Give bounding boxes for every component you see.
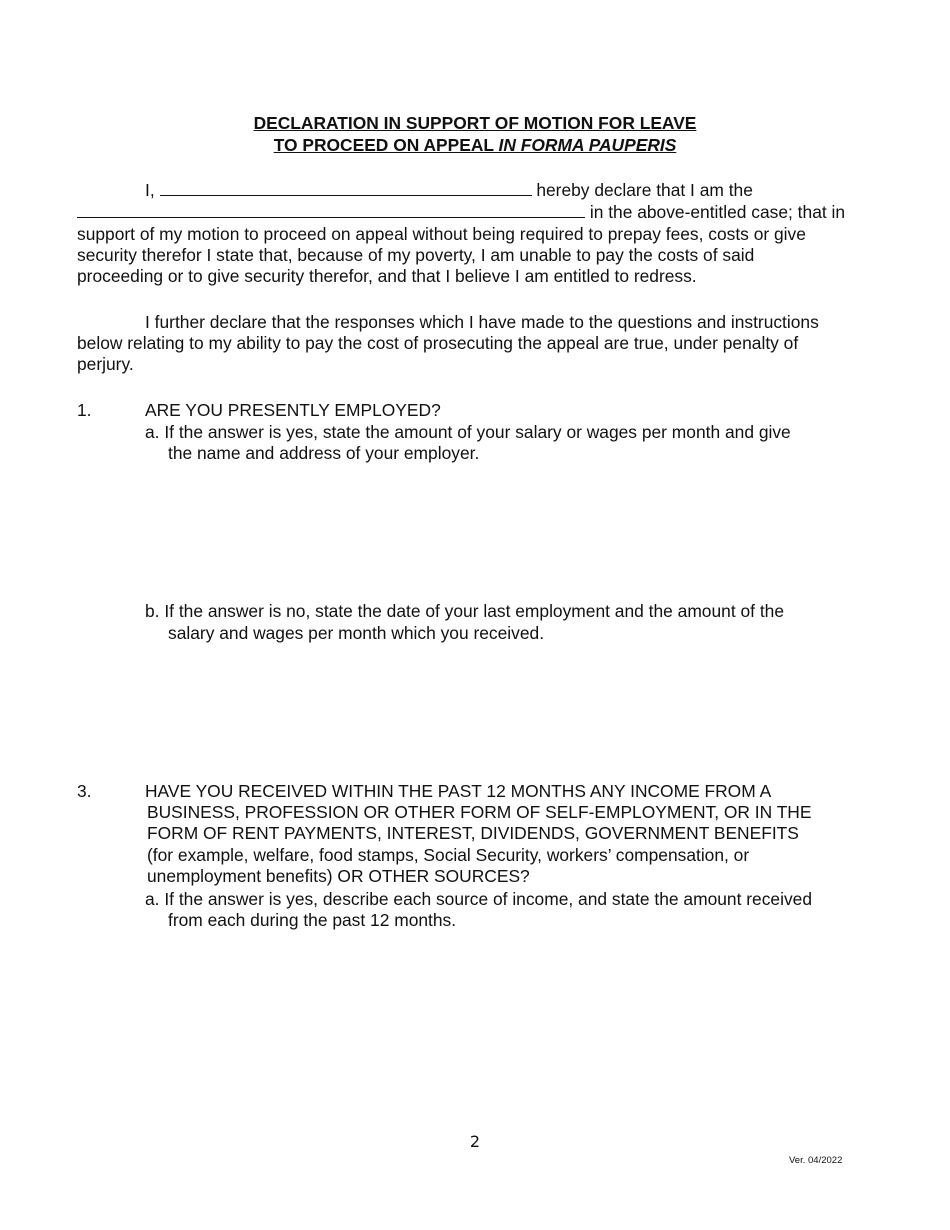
further-line2: below relating to my ability to pay the cost of prosecuting the appeal are true, under penalty of bbox=[77, 333, 799, 353]
document-title-line2 bbox=[0, 135, 950, 156]
document-title-line1: DECLARATION IN SUPPORT OF MOTION FOR LEAVE bbox=[253, 113, 697, 133]
further-line3: perjury. bbox=[77, 354, 134, 374]
q1-b-line2: salary and wages per month which you received. bbox=[168, 623, 545, 643]
q3-number: 3. bbox=[77, 781, 92, 801]
further-line1: I further declare that the responses which I have made to the questions and instructions bbox=[145, 312, 819, 332]
q3-line4: (for example, welfare, food stamps, Social Security, workers’ compensation, or bbox=[147, 845, 750, 865]
declaration-line1-suffix: hereby declare that I am the bbox=[531, 180, 753, 200]
version-label: Ver. 04/2022 bbox=[789, 1155, 843, 1166]
declaration-line1 bbox=[145, 180, 753, 201]
q3-line1: HAVE YOU RECEIVED WITHIN THE PAST 12 MONTHS ANY INCOME FROM A bbox=[145, 781, 772, 801]
declaration-line2 bbox=[77, 202, 845, 223]
declaration-line3: support of my motion to proceed on appeal without being required to prepay fees, costs or give bbox=[77, 224, 806, 244]
party-role-blank[interactable] bbox=[77, 202, 585, 218]
declaration-line5: proceeding or to give security therefor, and that I believe I am entitled to redress. bbox=[77, 266, 697, 286]
q1-a-line1: a. If the answer is yes, state the amount of your salary or wages per month and give bbox=[145, 422, 791, 442]
title-line2-prefix: TO PROCEED ON APPEAL bbox=[273, 135, 499, 155]
q3-a-line2: from each during the past 12 months. bbox=[168, 910, 457, 930]
declaration-line2-suffix: in the above-entitled case; that in bbox=[585, 202, 846, 222]
declaration-line4: security therefor I state that, because of my poverty, I am unable to pay the costs of said bbox=[77, 245, 755, 265]
q3-line3: FORM OF RENT PAYMENTS, INTEREST, DIVIDENDS, GOVERNMENT BENEFITS bbox=[147, 823, 799, 843]
q3-line2: BUSINESS, PROFESSION OR OTHER FORM OF SELF-EMPLOYMENT, OR IN THE bbox=[147, 802, 812, 822]
declarant-name-blank[interactable] bbox=[160, 180, 532, 196]
q1-b-line1: b. If the answer is no, state the date of your last employment and the amount of the bbox=[145, 601, 784, 621]
declaration-prefix: I, bbox=[145, 180, 160, 200]
title-line2-italic: IN FORMA PAUPERIS bbox=[498, 135, 677, 155]
page-number: 2 bbox=[469, 1132, 481, 1151]
q3-line5: unemployment benefits) OR OTHER SOURCES? bbox=[147, 866, 530, 886]
q1-number: 1. bbox=[77, 400, 92, 420]
q3-a-line1: a. If the answer is yes, describe each source of income, and state the amount received bbox=[145, 889, 813, 909]
q1-a-line2: the name and address of your employer. bbox=[168, 443, 480, 463]
q1-heading: ARE YOU PRESENTLY EMPLOYED? bbox=[145, 400, 441, 420]
